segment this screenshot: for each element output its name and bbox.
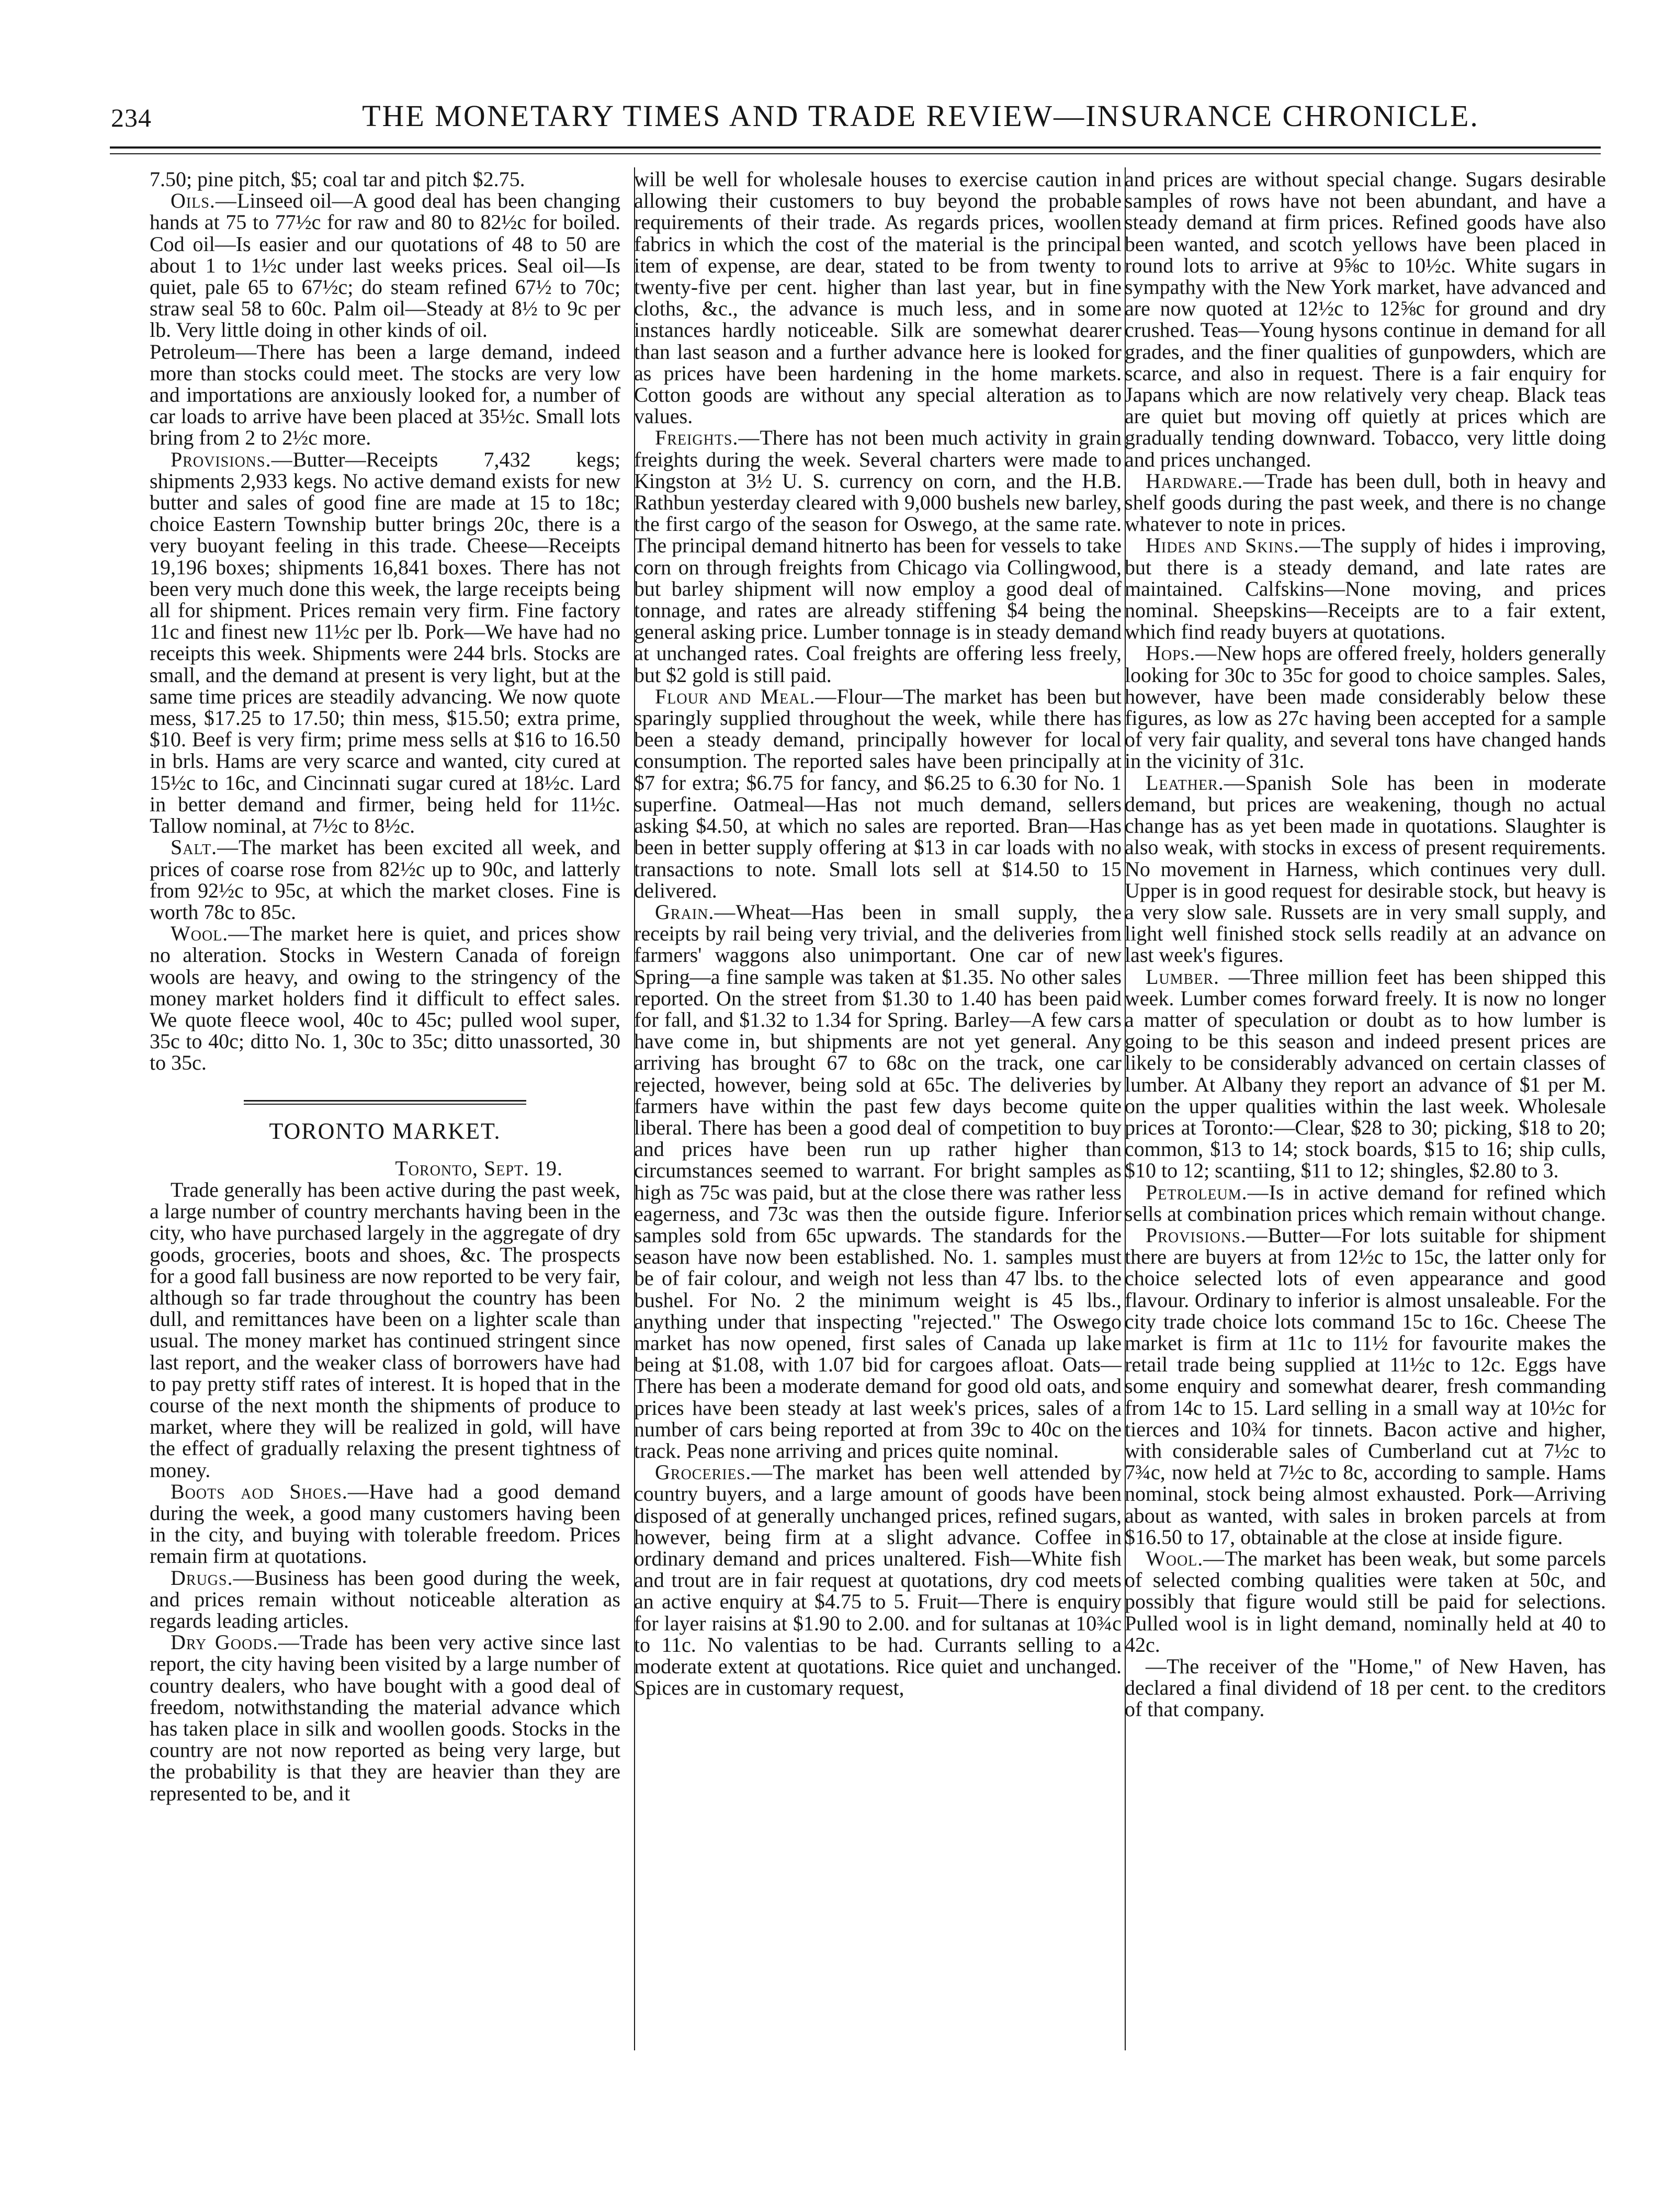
text-flour: Flour—The market has been but sparingly supplied throughout the week, while there has been a steady demand, principally however for local consumption. The reported sales have been principally at $7 for extra; $6.75 for fancy, and $6.25 to 6.30 for No. 1 superfine. Oatmeal—Has not much demand, sellers asking $4.50, at which no sales are reported. Bran—Has been in better supply offering at $13 in car loads with no transactions to note. Small lots sell at $14.50 to 15 delivered. <box>634 684 1122 902</box>
heading-salt: Salt.— <box>171 835 239 859</box>
text-petroleum: Is in active demand for refined which sells at combination prices which remain without change. <box>1125 1180 1606 1226</box>
text-wool: The market here is quiet, and prices show no alteration. Stocks in Western Canada of foreign wools are heavy, and owing to the stringency of the money market holders find it difficult to effect sales. We quote fleece wool, 40c to 45c; pulled wool super, 35c to 40c; ditto No. 1, 30c to 35c; ditto unassorted, 30 to 35c. <box>150 922 620 1075</box>
header-rule-thick <box>110 146 1601 149</box>
paragraph-hardware <box>1125 470 1606 535</box>
text-hardware: Trade has been dull, both in heavy and shelf goods during the past week, and there is no change whatever to note in prices. <box>1125 469 1606 536</box>
section-separator <box>244 1100 526 1105</box>
paragraph-dry-goods <box>150 1631 620 1804</box>
heading-boots: Boots aod Shoes.— <box>171 1479 369 1503</box>
heading-hardware: Hardware.— <box>1146 469 1265 493</box>
paragraph-continued: 7.50; pine pitch, $5; coal tar and pitch $2.75. <box>150 167 525 191</box>
heading-leather: Leather.— <box>1146 770 1246 795</box>
text-grain: Wheat—Has been in small supply, the receipts by rail being very trivial, and the deliveries from farmers' waggons also unimportant. One car of new Spring—a fine sample was taken at $1.35. No other sales reported. On the street from $1.30 to 1.40 has been paid for fall, and $1.32 to 1.34 for Spring. Barley—A few cars have come in, but shipments are not yet general. Any arriving has brought 67 to 68c on the track, one car rejected, however, being sold at 65c. The deliveries by farmers have within the past few days become quite liberal. There has been a good deal of competition to buy and prices have been run up rather higher than circumstances seemed to warrant. For bright samples as high as 75c was paid, but at the close there was rather less eagerness, and 73c was then the outside figure. Inferior samples sold from 65c upwards. The standards for the season have now been established. No. 1. samples must be of fair colour, and weigh not less than 47 lbs. to the bushel. For No. 2 the minimum weight is 45 lbs., anything under that inspecting "rejected." The Oswego market has now opened, first sales of Canada up lake being at $1.08, with 1.07 bid for cargoes afloat. Oats—There has been a moderate demand for good old oats, and prices have been steady at last week's prices, sales of a number of cars being reported at from 39c to 40c on the track. Peas none arriving and prices quite nominal. <box>634 900 1122 1462</box>
paragraph-provisions <box>150 449 620 837</box>
heading-drugs: Drugs.— <box>171 1566 255 1590</box>
paragraph-continued: will be well for wholesale houses to exercise caution in allowing their customers to buy beyond the probable requirements of their trade. As regards prices, woollen fabrics in which the cost of the material is the principal item of expense, are dear, stated to be from twenty to twenty-five per cent. higher than last year, but in fine cloths, &c., the advance is much less, and in some instances hardly noticeable. Silk are somewhat dearer than last season and a further advance here is looked for as prices have been hardening in the home markets. Cotton goods are without any special alteration as to values. <box>634 167 1122 428</box>
text-lumber: Three million feet has been shipped this week. Lumber comes forward freely. It is now no longer a matter of speculation or doubt as to how lumber is going to be this season and indeed present prices are likely to be considerably advanced on certain classes of lumber. At Albany they report an advance of $1 per M. on the upper qualities within the last week. Wholesale prices at Toronto:—Clear, $28 to 30; picking, $18 to 20; common, $13 to 14; stock boards, $15 to 16; ship culls, $10 to 12; scantiing, $11 to 12; shingles, $2.80 to 3. <box>1125 965 1606 1183</box>
text-boots: Have had a good demand during the week, a good many customers having been in the city, and buying with tolerable freedom. Prices remain firm at quotations. <box>150 1479 620 1568</box>
heading-groceries: Groceries.— <box>655 1460 773 1484</box>
text-oils: Linseed oil—A good deal has been changing hands at 75 to 77½c for raw and 80 to 82½c for boiled. Cod oil—Is easier and our quotations of 48 to 50 are about 1 to 1½c under last weeks prices. Seal oil—Is quiet, pale 65 to 67½c; do steam refined 67½ to 70c; straw seal 58 to 60c. Palm oil—Steady at 8½ to 9c per lb. Very little doing in other kinds of oil. <box>150 189 620 342</box>
heading-hides: Hides and Skins.— <box>1146 534 1321 558</box>
paragraph-lumber <box>1125 966 1606 1182</box>
paragraph-oils <box>150 190 620 341</box>
paragraph-hides <box>1125 535 1606 642</box>
heading-lumber: Lumber. — <box>1146 965 1250 989</box>
paragraph-grain <box>634 901 1122 1461</box>
paragraph-petroleum: Petroleum—There has been a large demand, indeed more than stocks could meet. The stocks are very low and importations are anxiously looked for, a number of car loads to arrive have been placed at 35½c. Small lots bring from 2 to 2½c more. <box>150 339 620 450</box>
paragraph-boots <box>150 1481 620 1567</box>
running-head: THE MONETARY TIMES AND TRADE REVIEW—INSURANCE CHRONICLE. <box>362 99 1479 133</box>
paragraph-continued: and prices are without special change. Sugars desirable samples of rows have not been abundant, and have a steady demand at firm prices. Refined goods have also been wanted, and scotch yellows have been placed in round lots to arrive at 9⅝c to 10½c. White sugars in sympathy with the New York market, have advanced and are now quoted at 12½c to 12⅝c for ground and dry crushed. Teas—Young hysons continue in demand for all grades, and the finer qualities of gunpowders, which are scarce, and also in request. There is a fair enquiry for Japans which are now relatively very cheap. Black teas are quiet but moving off quietly at prices which are gradually tending downward. Tobacco, very little doing and prices unchanged. <box>1125 167 1606 471</box>
page-number: 234 <box>111 103 152 132</box>
heading-wool: Wool.— <box>171 922 250 946</box>
heading-petroleum: Petroleum.— <box>1146 1180 1269 1204</box>
paragraph-freights <box>634 427 1122 685</box>
column-1 <box>150 168 620 1804</box>
heading-dry-goods: Dry Goods.— <box>171 1630 300 1654</box>
text-dry-goods: Trade has been very active since last report, the city having been visited by a large number of country dealers, who have bought with a good deal of freedom, notwithstanding the material advance which has taken place in silk and woollen goods. Stocks in the country are not now reported as being very large, but the probability is that they are heavier than they are represented to be, and it <box>150 1630 621 1805</box>
heading-provisions: Provisions.— <box>171 447 293 471</box>
header-rule-thin <box>110 153 1601 154</box>
heading-hops: Hops.— <box>1146 641 1217 665</box>
paragraph-receiver-notice: —The receiver of the "Home," of New Haven, has declared a final dividend of 18 per cent. to the creditors of that company. <box>1125 1654 1606 1721</box>
heading-grain: Grain.— <box>655 900 736 924</box>
paragraph-hops <box>1125 642 1606 772</box>
paragraph-flour <box>634 686 1122 901</box>
paragraph-groceries <box>634 1461 1122 1698</box>
paragraph-wool <box>150 923 620 1073</box>
paragraph-trade: Trade generally has been active during the past week, a large number of country merchants having been in the city, who have purchased largely in the aggregate of dry goods, groceries, boots and shoes, &c. The prospects for a good fall business are now reported to be very fair, although so far trade throughout the country has been dull, and remittances have been on a lighter scale than usual. The money market has continued stringent since last report, and the weaker class of borrowers have had to pay pretty stiff rates of interest. It is hoped that in the course of the next month the shipments of produce to market, where they will be realized in gold, will have the effect of gradually relaxing the present tightness of money. <box>150 1177 620 1482</box>
text-provisions: Butter—Receipts 7,432 kegs; shipments 2,933 kegs. No active demand exists for new butter and sales of good fine are made at 15 to 18c; choice Eastern Township butter brings 20c, there is a very buoyant feeling in this trade. Cheese—Receipts 19,196 boxes; shipments 16,841 boxes. There has not been very much done this week, the large receipts being all for shipment. Prices remain very firm. Fine factory 11c and finest new 11½c per lb. Pork—We have had no receipts this week. Shipments were 244 brls. Stocks are small, and the demand at present is very light, but at the same time prices are steadily advancing. We now quote mess, $17.25 to 17.50; thin mess, $15.50; extra prime, $10. Beef is very firm; prime mess sells at $16 to 16.50 in brls. Hams are very scarce and wanted, city cured at 15½c to 16c, and Cincinnati sugar cured at 18½c. Lard in better demand and firmer, being held for 11½c. Tallow nominal, at 7½c to 8½c. <box>150 447 620 838</box>
paragraph-leather <box>1125 772 1606 966</box>
text-drugs: Business has been good during the week, and prices remain without noticeable alteration as regards leading articles. <box>150 1566 620 1632</box>
paragraph-drugs <box>150 1567 620 1632</box>
heading-flour: Flour and Meal.— <box>655 684 837 708</box>
heading-wool: Wool.— <box>1146 1547 1225 1570</box>
text-groceries: The market has been well attended by country buyers, and a large amount of goods have been disposed of at generally unchanged prices, refined sugars, however, being firm at a slight advance. Coffee in ordinary demand and prices unaltered. Fish—White fish and trout are in fair request at quotations, dry cod meets an active enquiry at $4.75 to 5. Fruit—There is enquiry for layer raisins at $1.90 to 2.00. and for sultanas at 10¾c to 11c. No valentias to be had. Currants selling to a moderate extent at quotations. Rice quiet and unchanged. Spices are in customary request, <box>634 1460 1122 1700</box>
text-leather: Spanish Sole has been in moderate demand, but prices are weakening, though no actual change has as yet been made in quotations. Slaughter is also weak, with stocks in excess of present requirements. No movement in Harness, which continues very dull. Upper is in good request for desirable stock, but heavy is a very slow sale. Russets are in very small supply, and light well finished stock sells readily at an advance on last week's figures. <box>1125 770 1606 967</box>
column-3 <box>1125 168 1606 1720</box>
heading-freights: Freights.— <box>655 426 760 450</box>
dateline: Toronto, Sept. 19. <box>395 1156 563 1180</box>
heading-oils: Oils.— <box>171 189 237 213</box>
text-wool: The market has been weak, but some parcels of selected combing qualities were taken at 50c, and possibly that figure would still be paid for selections. Pulled wool is in light demand, nominally held at 40 to 42c. <box>1125 1547 1606 1657</box>
paragraph-provisions <box>1125 1224 1606 1548</box>
text-salt: The market has been excited all week, and prices of coarse rose from 82½c up to 90c, and latterly from 92½c to 95c, at which the market closes. Fine is worth 78c to 85c. <box>150 835 620 924</box>
text-freights: There has not been much activity in grain freights during the week. Several charters were made to Kingston at 3½ U. S. currency on corn, and the H.B. Rathbun yesterday cleared with 9,000 bushels new barley, the first cargo of the season for Oswego, at the same rate. The principal demand hitnerto has been for vessels to take corn on through freights from Chicago via Collingwood, but barley shipment will now employ a good deal of tonnage, and rates are already stiffening $4 being the general asking price. Lumber tonnage is in steady demand at unchanged rates. Coal freights are offering less freely, but $2 gold is still paid. <box>634 426 1122 687</box>
text-hops: New hops are offered freely, holders generally looking for 30c to 35c for good to choice samples. Sales, however, have been made considerably below these figures, as low as 27c having been accepted for a sample of very fair quality, and several tons have changed hands in the vicinity of 31c. <box>1125 641 1606 773</box>
paragraph-petroleum <box>1125 1182 1606 1224</box>
section-title: TORONTO MARKET. <box>269 1118 501 1144</box>
column-2 <box>634 168 1122 1698</box>
paragraph-wool <box>1125 1548 1606 1655</box>
paragraph-salt <box>150 836 620 923</box>
text-hides: The supply of hides i improving, but there is a steady demand, and late rates are maintained. Calfskins—None moving, and prices nominal. Sheepskins—Receipts are to a fair extent, which find ready buyers at quotations. <box>1125 534 1606 644</box>
heading-provisions: Provisions.— <box>1146 1223 1268 1247</box>
text-provisions: Butter—For lots suitable for shipment there are buyers at from 12½c to 15c, the latter only for choice selected lots of even appearance and good flavour. Ordinary to inferior is almost unsaleable. For the city trade choice lots command 15c to 16c. Cheese The market is firm at 11c to 11½ for favourite makes the retail trade being supplied at 11½c to 12c. Eggs have some enquiry and somewhat dearer, fresh commanding from 14c to 15. Lard selling in a small way at 10½c for tierces and 10¾ for tinnets. Bacon active and higher, with considerable sales of Cumberland cut at 7½c to 7¾c, now held at 7½c to 8c, according to sample. Hams nominal, stock being almost exhausted. Pork—Arriving about as wanted, with sales in broken parcels at from $16.50 to 17, obtainable at the close at inside figure. <box>1125 1223 1606 1549</box>
